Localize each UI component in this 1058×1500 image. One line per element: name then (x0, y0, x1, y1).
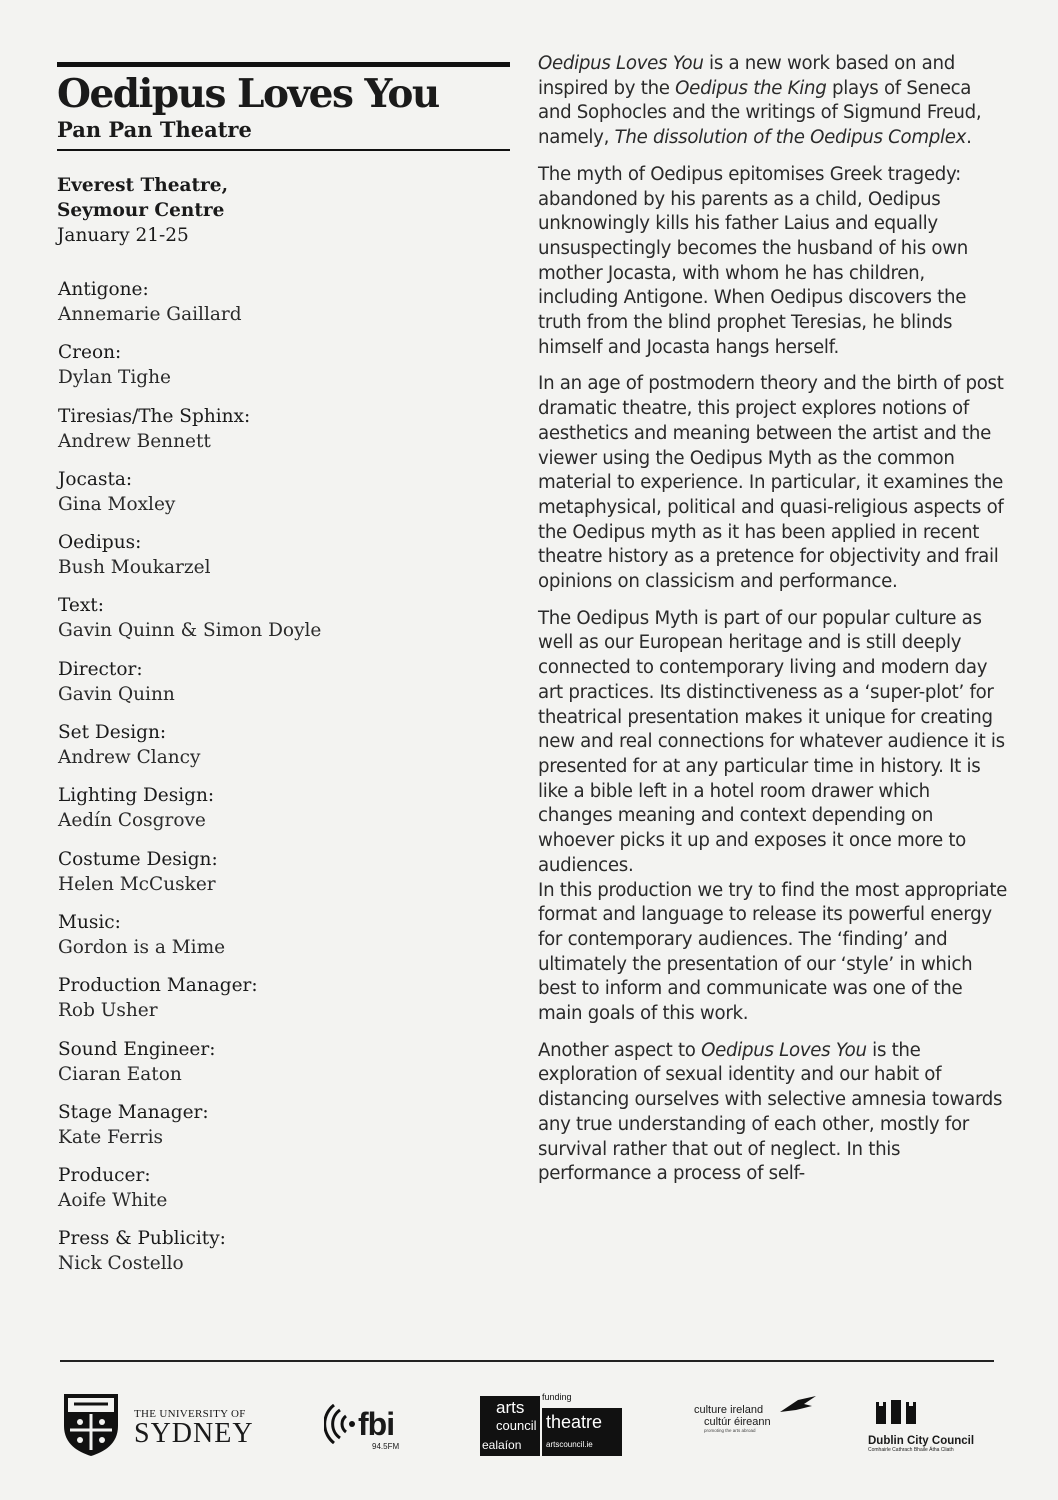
credit-role: Antigone: (58, 279, 149, 300)
credit-name: Helen McCusker (58, 873, 216, 895)
credit-name: Gina Moxley (58, 493, 176, 515)
text-run: The Oedipus Myth is part of our popular culture as well as our European heritage and is still deeply connected to contemporary living and modern day art practices. Its distinctiveness as a ‘super-plot’ for theatrical presentation makes it unique for creating new and real connections for whatever audience it is presented for at any particular time in history. It is like a bible left in a hotel room drawer which changes meaning and context depending on whoever picks it up and exposes it once more to audiences. (538, 607, 1005, 876)
text-run: Another aspect to (538, 1039, 702, 1061)
credit-item (58, 657, 498, 720)
credit-item (58, 847, 498, 910)
credits-list (58, 277, 498, 1290)
credit-role: Tiresias/The Sphinx: (58, 405, 251, 427)
fbi-frequency: 94.5FM (372, 1442, 400, 1451)
programme-header (57, 62, 510, 248)
credit-name: Andrew Clancy (58, 747, 201, 769)
credit-name: Gavin Quinn & Simon Doyle (58, 620, 322, 642)
credit-item (58, 1037, 498, 1100)
theatre-mark (542, 1408, 622, 1456)
top-rule (57, 62, 510, 67)
council-word: council (496, 1418, 537, 1433)
credit-item (58, 340, 498, 403)
body-text (538, 52, 1008, 1199)
credit-name: Gordon is a Mime (58, 936, 226, 958)
credit-role: Production Manager: (58, 975, 258, 997)
arts-council-logo (480, 1392, 624, 1458)
credit-item (58, 783, 498, 846)
header-rule (57, 149, 510, 151)
credit-role: Text: (58, 595, 104, 617)
fbi-radio-logo (324, 1404, 400, 1451)
show-title-inline: Oedipus Loves You (538, 53, 704, 74)
credit-name: Andrew Bennett (58, 430, 211, 452)
university-name-small: THE UNIVERSITY OF (134, 1408, 246, 1420)
credit-role: Costume Design: (58, 848, 218, 870)
show-title: Oedipus Loves You (57, 71, 439, 117)
credit-item (58, 910, 498, 973)
credit-name: Ciaran Eaton (58, 1063, 182, 1085)
credit-item (58, 277, 498, 340)
paragraph-culture (538, 607, 1008, 1027)
company-name: Pan Pan Theatre (57, 117, 252, 142)
credit-name: Nick Costello (58, 1253, 184, 1275)
text-run: plays of Seneca and Sophocles and the writings of Sigmund Freud, namely, (538, 77, 982, 149)
credit-role: Producer: (58, 1165, 151, 1187)
credit-name: Dylan Tighe (58, 367, 171, 389)
paragraph-identity (538, 1039, 1008, 1187)
credit-item (58, 530, 498, 593)
ealaion-word: ealaíon (482, 1438, 522, 1452)
theatre-word: theatre (546, 1412, 603, 1432)
arts-council-url: artscouncil.ie (546, 1440, 593, 1449)
culture-ireland-logo (694, 1404, 771, 1433)
credit-role: Oedipus: (58, 532, 142, 554)
text-run: . (966, 127, 972, 149)
credit-role: Set Design: (58, 722, 167, 744)
credit-role: Music: (58, 911, 121, 933)
essay-title-inline: The dissolution of the Oedipus Complex (614, 127, 967, 149)
credit-item (58, 404, 498, 467)
credit-name: Aedín Cosgrove (58, 810, 206, 832)
venue-block (57, 173, 510, 248)
bird-icon (778, 1394, 818, 1416)
arts-word: arts (496, 1398, 525, 1417)
credit-role: Press & Publicity: (58, 1228, 226, 1250)
university-name-big: SYDNEY (134, 1418, 254, 1449)
credit-role: Sound Engineer: (58, 1038, 216, 1060)
dublin-city-council-logo (868, 1396, 974, 1453)
paragraph-intro (538, 52, 1008, 151)
paragraph-myth: The myth of Oedipus epitomises Greek tragedy: abandoned by his parents as a child, Oedipus unknowingly kills his father Laius and equally unsuspectingly becomes the husband of his own mother Jocasta, with whom he has children, including Antigone. When Oedipus discovers the truth from the blind prophet Teresias, he blinds himself and Jocasta hangs herself. (538, 163, 969, 358)
credit-role: Stage Manager: (58, 1101, 209, 1123)
credit-name: Annemarie Gaillard (58, 304, 242, 325)
venue-dates: January 21-25 (57, 225, 189, 246)
dublin-city-council-irish-name: Comhairle Cathrach Bhaile Átha Cliath (868, 1447, 954, 1453)
credit-item (58, 467, 498, 530)
sponsor-logos (60, 1390, 994, 1470)
arts-council-mark (480, 1396, 540, 1456)
university-name (134, 1408, 254, 1448)
footer-rule (60, 1360, 994, 1362)
credit-item (58, 720, 498, 783)
paragraph-postmodern: In an age of postmodern theory and the birth of post dramatic theatre, this project explores notions of aesthetics and meaning between the artist and the viewer using the Oedipus Myth as the common material to experience. In particular, it examines the metaphysical, political and quasi-religious aspects of the Oedipus myth as it has been applied in recent theatre history as a pretence for objectivity and frail opinions on classicism and performance. (538, 373, 1004, 593)
play-title-inline: Oedipus the King (675, 77, 827, 99)
credit-name: Gavin Quinn (58, 683, 175, 705)
text-run: In this production we try to find the most appropriate format and language to release its powerful energy for contemporary audiences. The ‘finding’ and ultimately the presentation of our ‘style’ in which best to inform and communicate was one of the main goals of this work. (538, 879, 1008, 1025)
culture-ireland-tagline: promoting the arts abroad (704, 1428, 756, 1433)
credit-item (58, 1100, 498, 1163)
credit-item (58, 593, 498, 656)
credit-name: Aoife White (58, 1190, 168, 1212)
show-title-inline: Oedipus Loves You (701, 1039, 867, 1061)
culture-ireland-name: culture ireland (694, 1404, 764, 1416)
credit-role: Creon: (58, 342, 122, 364)
credit-item (58, 1226, 498, 1289)
credit-name: Kate Ferris (58, 1126, 163, 1148)
funding-label: funding (542, 1392, 572, 1402)
fbi-wordmark: fbi (358, 1406, 395, 1442)
credit-name: Bush Moukarzel (58, 557, 211, 579)
credit-role: Jocasta: (58, 468, 133, 490)
crest-icon (60, 1390, 122, 1458)
broadcast-waves-icon (324, 1404, 358, 1444)
text-run: is a new work based on and inspired by the (538, 53, 955, 99)
venue-line-2: Seymour Centre (57, 200, 225, 221)
credit-role: Director: (58, 658, 143, 680)
credit-name: Rob Usher (58, 1000, 158, 1022)
text-run: is the exploration of sexual identity and our habit of distancing ourselves with selective amnesia towards any true understanding of each other, mostly for survival rather that out of neglect. In this performance a process of self- (538, 1039, 1003, 1185)
castle-icon (874, 1396, 918, 1426)
credit-item (58, 973, 498, 1036)
credit-item (58, 1163, 498, 1226)
university-of-sydney-logo (60, 1390, 254, 1463)
dublin-city-council-name: Dublin City Council (868, 1435, 975, 1447)
venue-line-1: Everest Theatre, (57, 175, 229, 196)
cultur-eireann-name: cultúr éireann (704, 1416, 771, 1428)
credit-role: Lighting Design: (58, 785, 215, 807)
